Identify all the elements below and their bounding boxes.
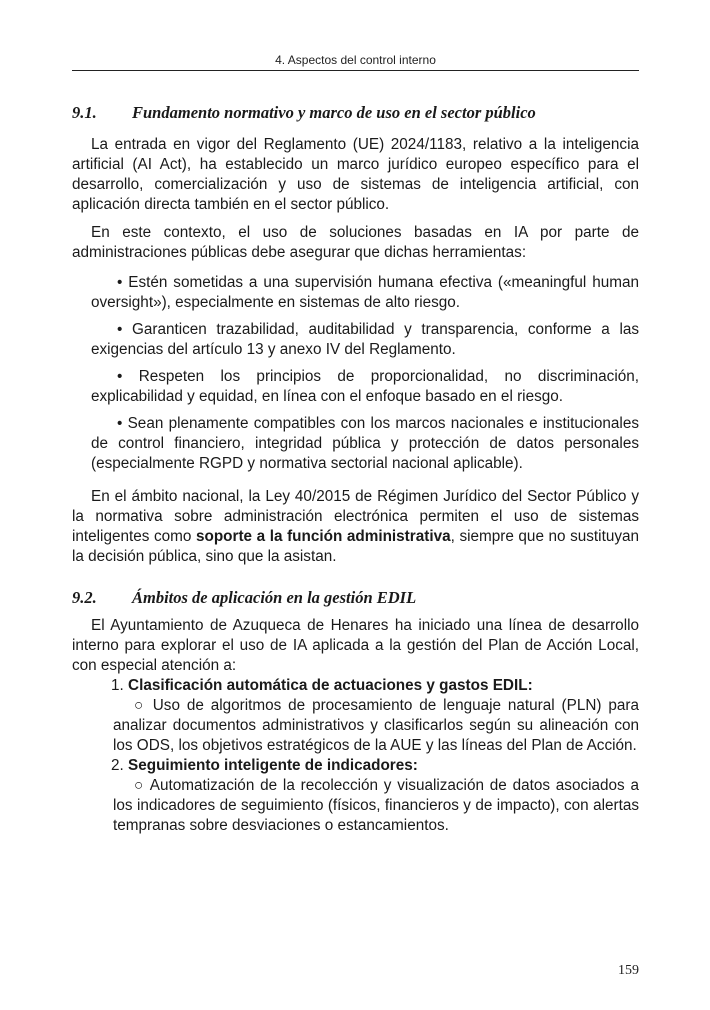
item-marker: 1. [111,677,124,694]
sub-item: ○ Automatización de la recolección y visualización de datos asociados a los indicadores de seguimiento (físicos, financieros y de impacto), con alertas tempranas sobre desviaciones o estancamientos. [113,777,639,834]
emphasis-text: soporte a la función administrativa [195,528,451,545]
paragraph: En este contexto, el uso de soluciones basadas en IA por parte de administraciones públicas debe asegurar que dichas herramientas: [72,224,639,261]
sub-item: ○ Uso de algoritmos de procesamiento de lenguaje natural (PLN) para analizar documentos administrativos y clasificarlos según su alineación con los ODS, los objetivos estratégicos de la AUE y las líneas del Plan de Acción. [113,697,639,754]
paragraph: El Ayuntamiento de Azuqueca de Henares ha iniciado una línea de desarrollo interno para explorar el uso de IA aplicada a la gestión del Plan de Acción Local, con especial atención a: [72,617,639,674]
page-content [72,103,639,836]
bullet-item: • Sean plenamente compatibles con los marcos nacionales e institucionales de control financiero, integridad pública y protección de datos personales (especialmente RGPD y normativa sectorial nacional aplicable). [91,415,639,472]
section-number: 9.1. [72,103,97,122]
section-title: Ámbitos de aplicación en la gestión EDIL [132,588,417,607]
header-rule [72,70,639,71]
bullet-item: • Respeten los principios de proporcionalidad, no discriminación, explicabilidad y equidad, en línea con el enfoque basado en el riesgo. [91,368,639,405]
section-heading-9-2 [72,588,639,608]
paragraph [72,487,639,567]
section-heading-9-1 [72,103,639,123]
item-marker: 2. [111,757,124,774]
section-title: Fundamento normativo y marco de uso en el sector público [132,103,536,122]
bullet-item: • Estén sometidas a una supervisión humana efectiva («meaningful human oversight»), especialmente en sistemas de alto riesgo. [91,274,639,311]
section-number: 9.2. [72,588,97,607]
numbered-item-heading [111,756,639,776]
paragraph: La entrada en vigor del Reglamento (UE) 2024/1183, relativo a la inteligencia artificial (AI Act), ha establecido un marco jurídico europeo específico para el desarrollo, comercialización y uso de sistemas de inteligencia artificial, con aplicación directa también en el sector público. [72,136,639,213]
item-heading-text: Seguimiento inteligente de indicadores: [128,757,418,774]
item-heading-text: Clasificación automática de actuaciones y gastos EDIL: [128,677,533,694]
paragraph-text: , siempre que no sustituyan la decisión pública, sino que la asistan. [72,528,640,565]
numbered-item-heading [111,676,639,696]
bullet-item: • Garanticen trazabilidad, auditabilidad y transparencia, conforme a las exigencias del artículo 13 y anexo IV del Reglamento. [91,321,639,358]
running-head: 4. Aspectos del control interno [275,53,436,67]
paragraph-text: En el ámbito nacional, la Ley 40/2015 de Régimen Jurídico del Sector Público y la normativa sobre administración electrónica permiten el uso de sistemas inteligentes como [72,488,639,545]
page-number: 159 [618,963,639,978]
